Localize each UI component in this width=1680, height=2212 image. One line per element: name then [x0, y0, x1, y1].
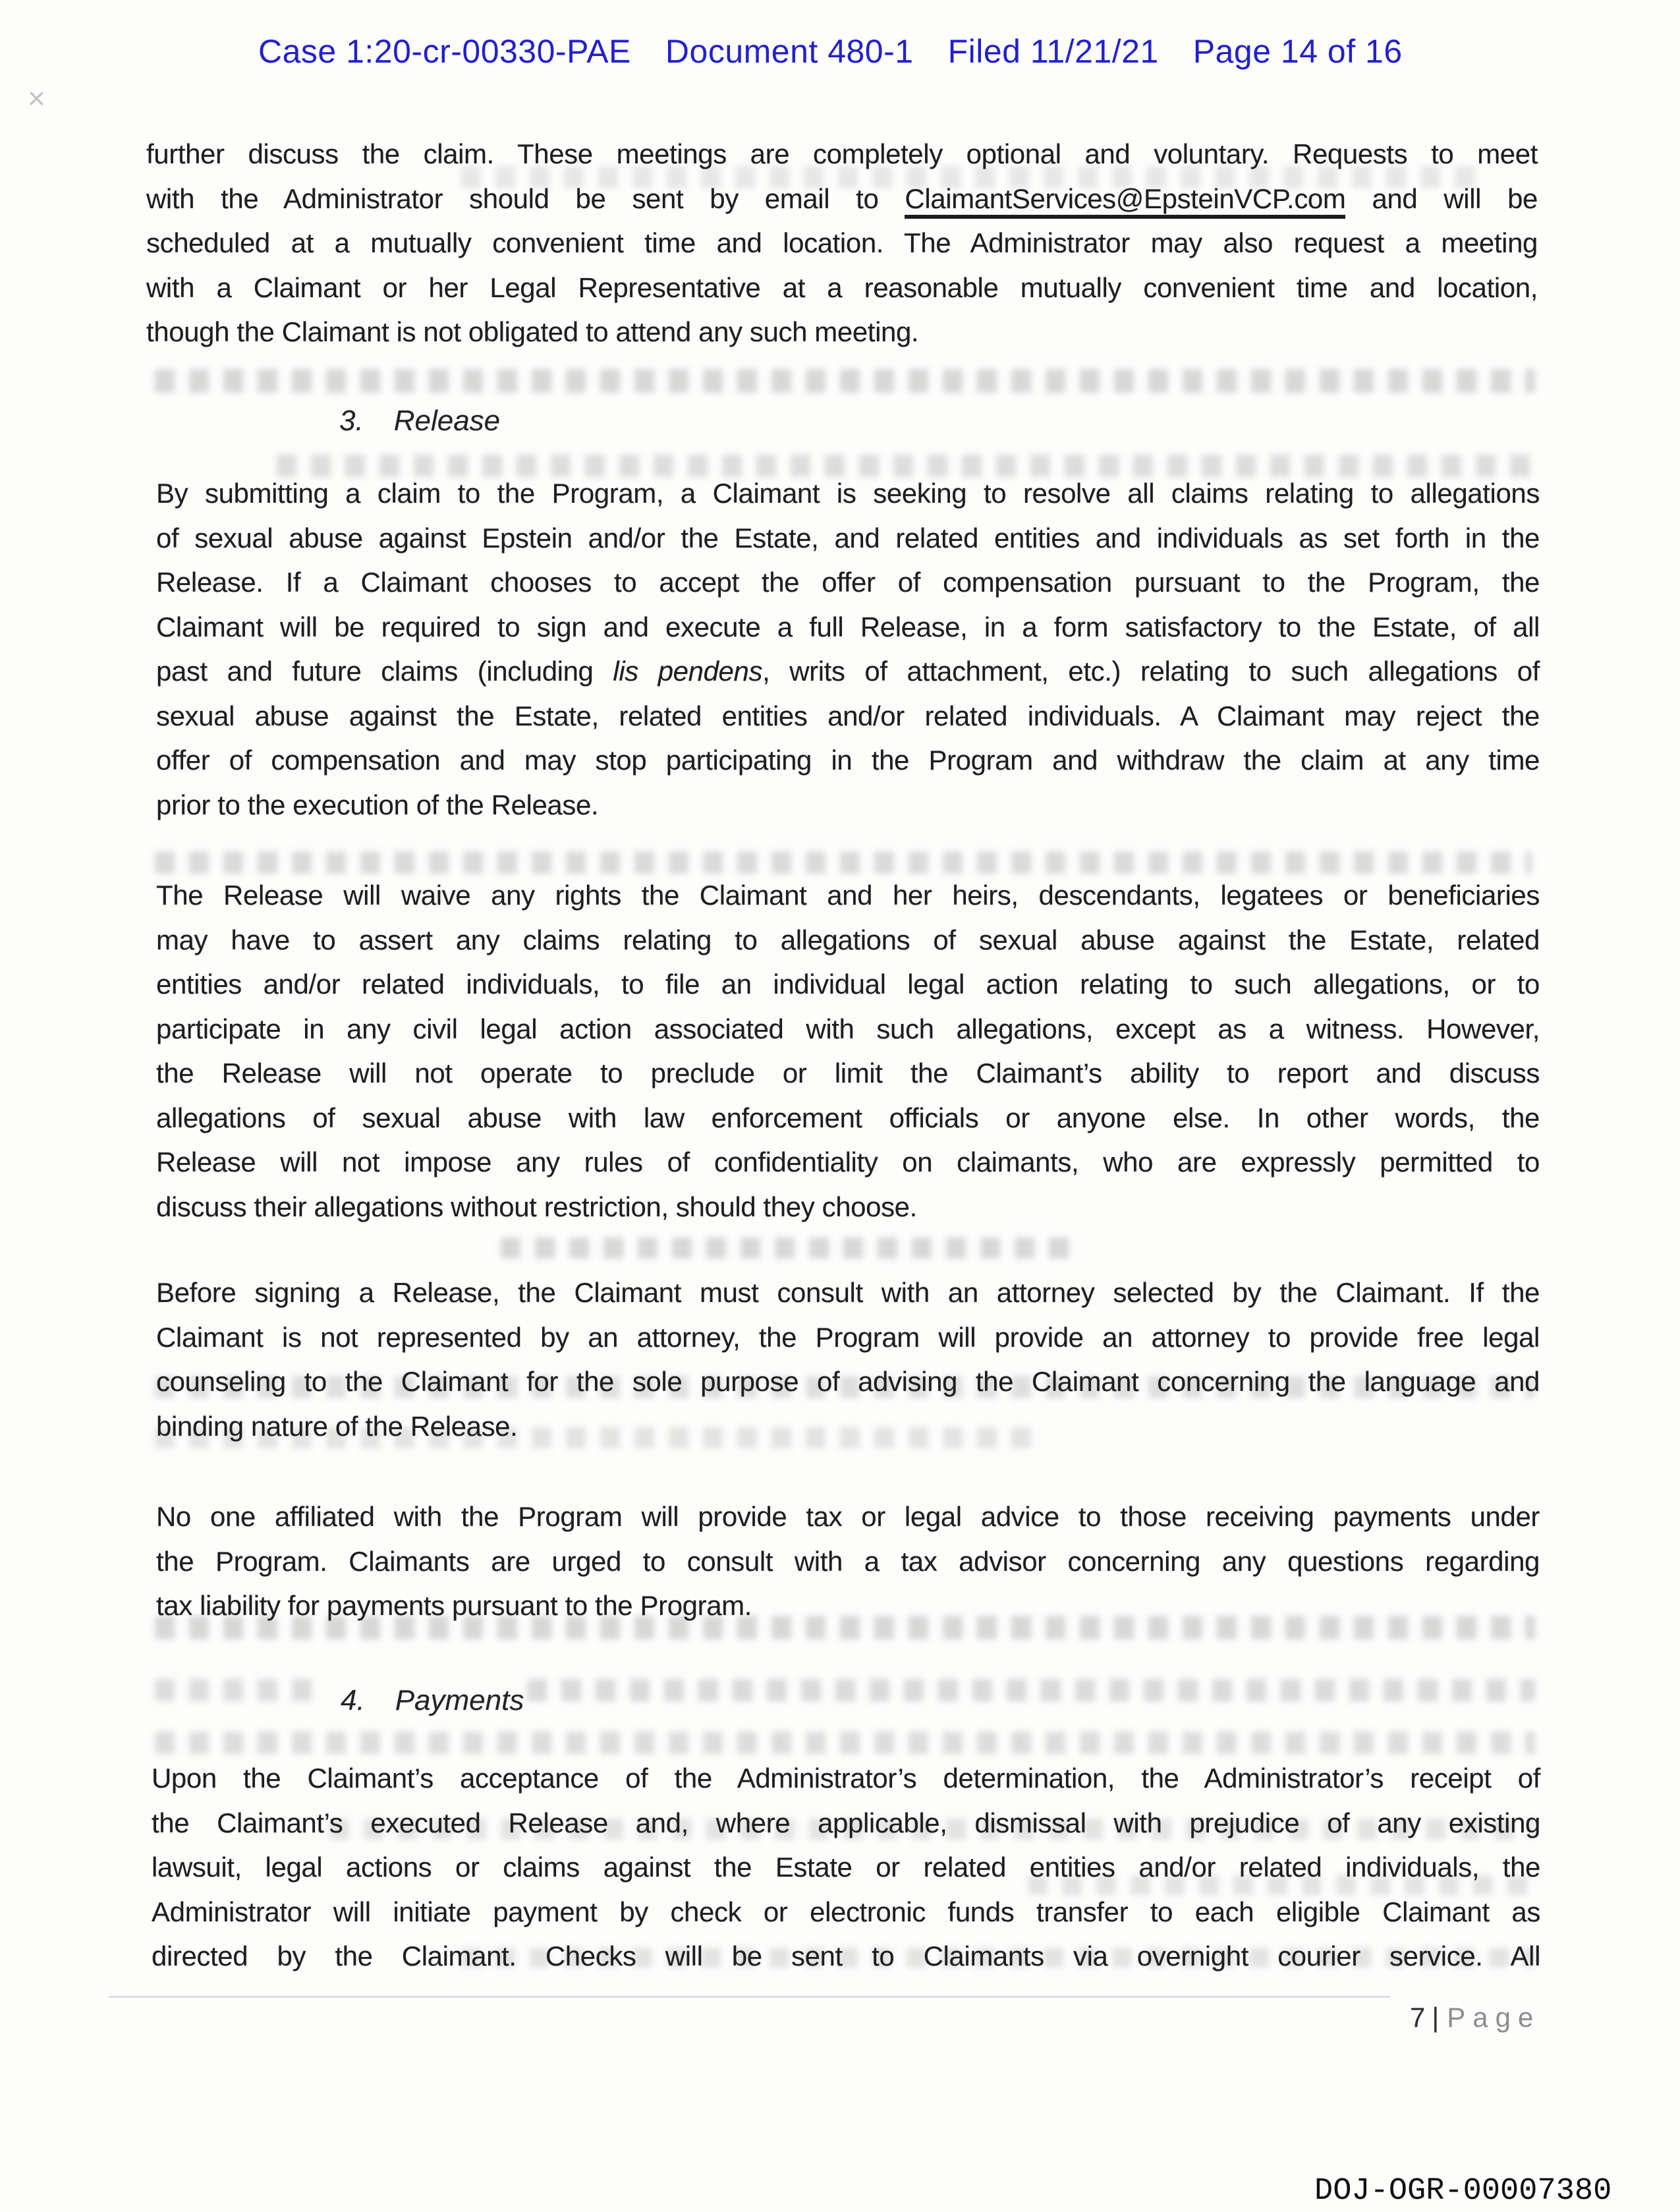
paragraph-attorney-consult — [156, 1270, 1540, 1448]
bleed-through-artifact — [527, 1679, 1535, 1701]
header-page-count: Page 14 of 16 — [1192, 33, 1403, 70]
page-footer — [1410, 2000, 1540, 2035]
paragraph-release-waiver — [156, 873, 1540, 1229]
text-line: the Claimant’s executed Release and, where applicable, dismissal with prejudice of any existing — [152, 1807, 1540, 1838]
section-heading-release — [339, 402, 500, 440]
section-title: Payments — [395, 1684, 524, 1716]
footer-page-word: Page — [1447, 2002, 1541, 2033]
text-line: binding nature of the Release. — [156, 1410, 518, 1442]
text-line: By submitting a claim to the Program, a Claimant is seeking to resolve all claims relating to allegations — [156, 478, 1540, 509]
bleed-through-artifact — [501, 1237, 1074, 1259]
text-line: offer of compensation and may stop participating in the Program and withdraw the claim at any time — [156, 745, 1540, 776]
bleed-through-artifact — [155, 1732, 1535, 1754]
bleed-through-artifact — [155, 851, 1532, 874]
section-title: Release — [393, 405, 501, 437]
text-line: further discuss the claim. These meetings are completely optional and voluntary. Requests to meet — [146, 138, 1538, 169]
text-line: scheduled at a mutually convenient time and location. The Administrator may also request a meeting — [146, 227, 1538, 258]
header-filed-date: Filed 11/21/21 — [947, 33, 1159, 70]
italic-phrase: lis pendens — [613, 656, 763, 687]
bleed-through-artifact — [155, 369, 1535, 393]
text-line: may have to assert any claims relating to allegations of sexual abuse against the Estate, related — [156, 924, 1540, 955]
text-line: discuss their allegations without restriction, should they choose. — [156, 1191, 917, 1222]
text-line: Upon the Claimant’s acceptance of the Administrator’s determination, the Administrator’s receipt of — [152, 1763, 1540, 1794]
text-line: counseling to the Claimant for the sole purpose of advising the Claimant concerning the language and — [156, 1366, 1540, 1397]
text-line: Before signing a Release, the Claimant must consult with an attorney selected by the Claimant. If the — [156, 1277, 1540, 1308]
text-line: lawsuit, legal actions or claims against the Estate or related entities and/or related individuals, the — [152, 1852, 1540, 1883]
text-line: entities and/or related individuals, to file an individual legal action relating to such allegations, or to — [156, 969, 1540, 1000]
text-line: sexual abuse against the Estate, related entities and/or related individuals. A Claimant may reject the — [156, 700, 1540, 731]
text-line: the Release will not operate to preclude or limit the Claimant’s ability to report and discuss — [156, 1058, 1540, 1089]
text-line: with the Administrator should be sent by email to ClaimantServices@EpsteinVCP.com and will be — [146, 177, 1538, 221]
text-line: allegations of sexual abuse with law enforcement officials or anyone else. In other words, the — [156, 1102, 1540, 1133]
text-line: prior to the execution of the Release. — [156, 789, 599, 820]
text-line: Release. If a Claimant chooses to accept the offer of compensation pursuant to the Program, the — [156, 567, 1540, 598]
text-line: directed by the Claimant. Checks will be sent to Claimants via overnight courier service. All — [152, 1941, 1540, 1971]
bleed-through-artifact — [155, 1679, 320, 1701]
header-document-number: Document 480-1 — [665, 33, 914, 70]
text-line: past and future claims (including lis pendens, writs of attachment, etc.) relating to such allegations of — [156, 656, 1540, 687]
text-line: of sexual abuse against Epstein and/or the Estate, and related entities and individuals as set forth in the — [156, 522, 1540, 553]
scan-line-artifact — [109, 1996, 1390, 1998]
scan-corner-mark: × — [28, 81, 45, 115]
header-case-number: Case 1:20-cr-00330-PAE — [258, 33, 631, 70]
text-line: The Release will waive any rights the Claimant and her heirs, descendants, legatees or beneficiaries — [156, 880, 1540, 911]
email-link[interactable]: ClaimantServices@EpsteinVCP.com — [905, 183, 1345, 219]
section-heading-payments — [341, 1682, 524, 1720]
paragraph-payments — [152, 1756, 1540, 1979]
text-line: Claimant is not represented by an attorney, the Program will provide an attorney to provide free legal — [156, 1321, 1540, 1353]
paragraph-tax-advice — [156, 1494, 1540, 1628]
section-number: 3. — [339, 405, 364, 437]
text-line: Administrator will initiate payment by check or electronic funds transfer to each eligible Claimant as — [152, 1896, 1540, 1927]
text-line: the Program. Claimants are urged to consult with a tax advisor concerning any questions regarding — [156, 1545, 1540, 1577]
text-line: tax liability for payments pursuant to the Program. — [156, 1590, 752, 1621]
text-line: with a Claimant or her Legal Representative at a reasonable mutually convenient time and location, — [146, 271, 1538, 303]
footer-separator: | — [1432, 2002, 1440, 2033]
section-number: 4. — [341, 1684, 365, 1716]
footer-page-number: 7 — [1410, 2002, 1426, 2033]
text-line: Claimant will be required to sign and execute a full Release, in a form satisfactory to the Estate, of all — [156, 611, 1540, 642]
bates-stamp: DOJ-OGR-00007380 — [1314, 2174, 1612, 2209]
text-line: Release will not impose any rules of confidentiality on claimants, who are expressly permitted to — [156, 1147, 1540, 1177]
paragraph-meetings — [146, 132, 1538, 354]
paragraph-release-submission — [156, 471, 1540, 827]
text-line: though the Claimant is not obligated to attend any such meeting. — [146, 316, 919, 347]
text-line: participate in any civil legal action associated with such allegations, except as a witness. However, — [156, 1013, 1540, 1044]
court-header — [258, 33, 1403, 70]
text-line: No one affiliated with the Program will provide tax or legal advice to those receiving payments under — [156, 1501, 1540, 1532]
